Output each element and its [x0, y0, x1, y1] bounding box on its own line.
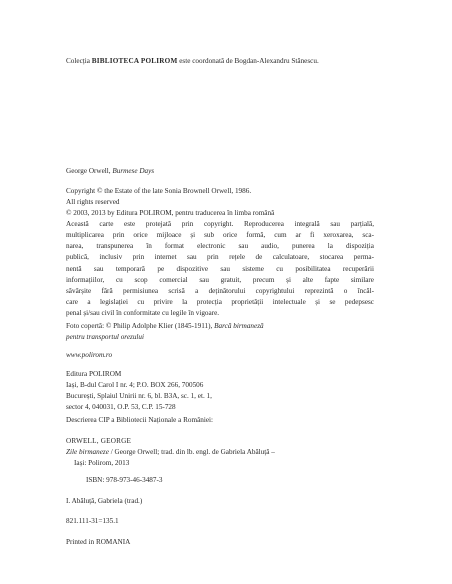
cip-author: ORWELL, GEORGE	[66, 437, 132, 445]
website	[66, 350, 374, 361]
cover-photo-prefix: Foto copertă: © Philip Adolphe Klier (1845-1911),	[66, 322, 215, 330]
cover-photo-title: Barcă birmaneză	[214, 322, 264, 330]
copyright-line-2: All rights reserved	[66, 198, 120, 207]
legal-line-last: penal și/sau civil în conformitate cu legile în vigoare.	[66, 309, 220, 318]
cip-heading	[66, 415, 374, 426]
legal-line: informațiilor, cu scop comercial sau gratuit, precum și alte fapte similare	[66, 275, 374, 284]
legal-line: săvârșite fără permisiunea scrisă a deținătorului copyrightului reprezintă o încăl-	[66, 286, 374, 295]
printed-in	[66, 537, 374, 548]
translator-text: I. Abăluță, Gabriela (trad.)	[66, 497, 143, 505]
copyright-line-1: Copyright © the Estate of the late Sonia Brownell Orwell, 1986.	[66, 187, 252, 195]
cip-classification	[66, 516, 374, 527]
coordination-suffix: este coordonată de Bogdan-Alexandru Stănescu.	[177, 57, 319, 65]
printed-text: Printed in ROMANIA	[66, 538, 131, 546]
publisher-name: Editura POLIROM	[66, 370, 122, 378]
classification-text: 821.111-31=135.1	[66, 517, 119, 525]
copyright-line-3: © 2003, 2013 by Editura POLIROM, pentru traducerea în limba română	[66, 209, 275, 218]
isbn-text: ISBN: 978-973-46-3487-3	[86, 476, 163, 484]
cip-translator	[66, 496, 374, 507]
cip-imprint: Iași: Polirom, 2013	[74, 459, 130, 468]
original-title	[66, 166, 374, 177]
publisher-address-1: Iași, B-dul Carol I nr. 4; P.O. BOX 266, 700506	[66, 381, 204, 390]
cip-isbn	[86, 475, 394, 486]
cip-title: Zile birmaneze	[66, 448, 109, 457]
legal-line: care a legislației cu privire la protecția proprietății intelectuale și se pedepsesc	[66, 298, 374, 307]
cover-photo-title-cont: pentru transportul orezului	[66, 333, 145, 342]
cip-entry	[66, 436, 374, 469]
publisher-address	[66, 369, 374, 414]
legal-line: publică, inclusiv prin internet sau prin rețele de calculatoare, stocarea perma-	[66, 253, 374, 262]
book-title: Burmese Days	[112, 167, 155, 175]
publisher-address-2: București, Splaiul Unirii nr. 6, bl. B3A, sc. 1, et. 1,	[66, 392, 212, 401]
legal-line: Această carte este protejată prin copyright. Reproducerea integrală sau parțială,	[66, 220, 374, 228]
copyright-block	[66, 186, 374, 219]
publisher-address-3: sector 4, 040031, O.P. 53, C.P. 15-728	[66, 403, 176, 412]
legal-line: nentă sau temporară pe dispozitive sau sisteme cu posibilitatea recuperării	[66, 264, 374, 273]
cip-title-rest: / George Orwell; trad. din lb. engl. de Gabriela Abăluță –	[108, 448, 275, 457]
book-author: George Orwell,	[66, 167, 111, 175]
cover-photo-credit	[66, 321, 374, 343]
legal-notice	[66, 219, 374, 319]
series-coordination	[66, 56, 374, 67]
series-name: BIBLIOTECA POLIROM	[91, 57, 178, 65]
cip-heading-text: Descrierea CIP a Bibliotecii Naționale a României:	[66, 416, 214, 424]
website-link[interactable]: www.polirom.ro	[66, 351, 113, 359]
legal-line: narea, transpunerea în format electronic sau audio, punerea la dispoziția	[66, 242, 374, 251]
coordination-prefix: Colecția	[66, 57, 92, 65]
legal-line: multiplicarea prin orice mijloace și sub orice formă, cum ar fi xeroxarea, sca-	[66, 231, 374, 240]
